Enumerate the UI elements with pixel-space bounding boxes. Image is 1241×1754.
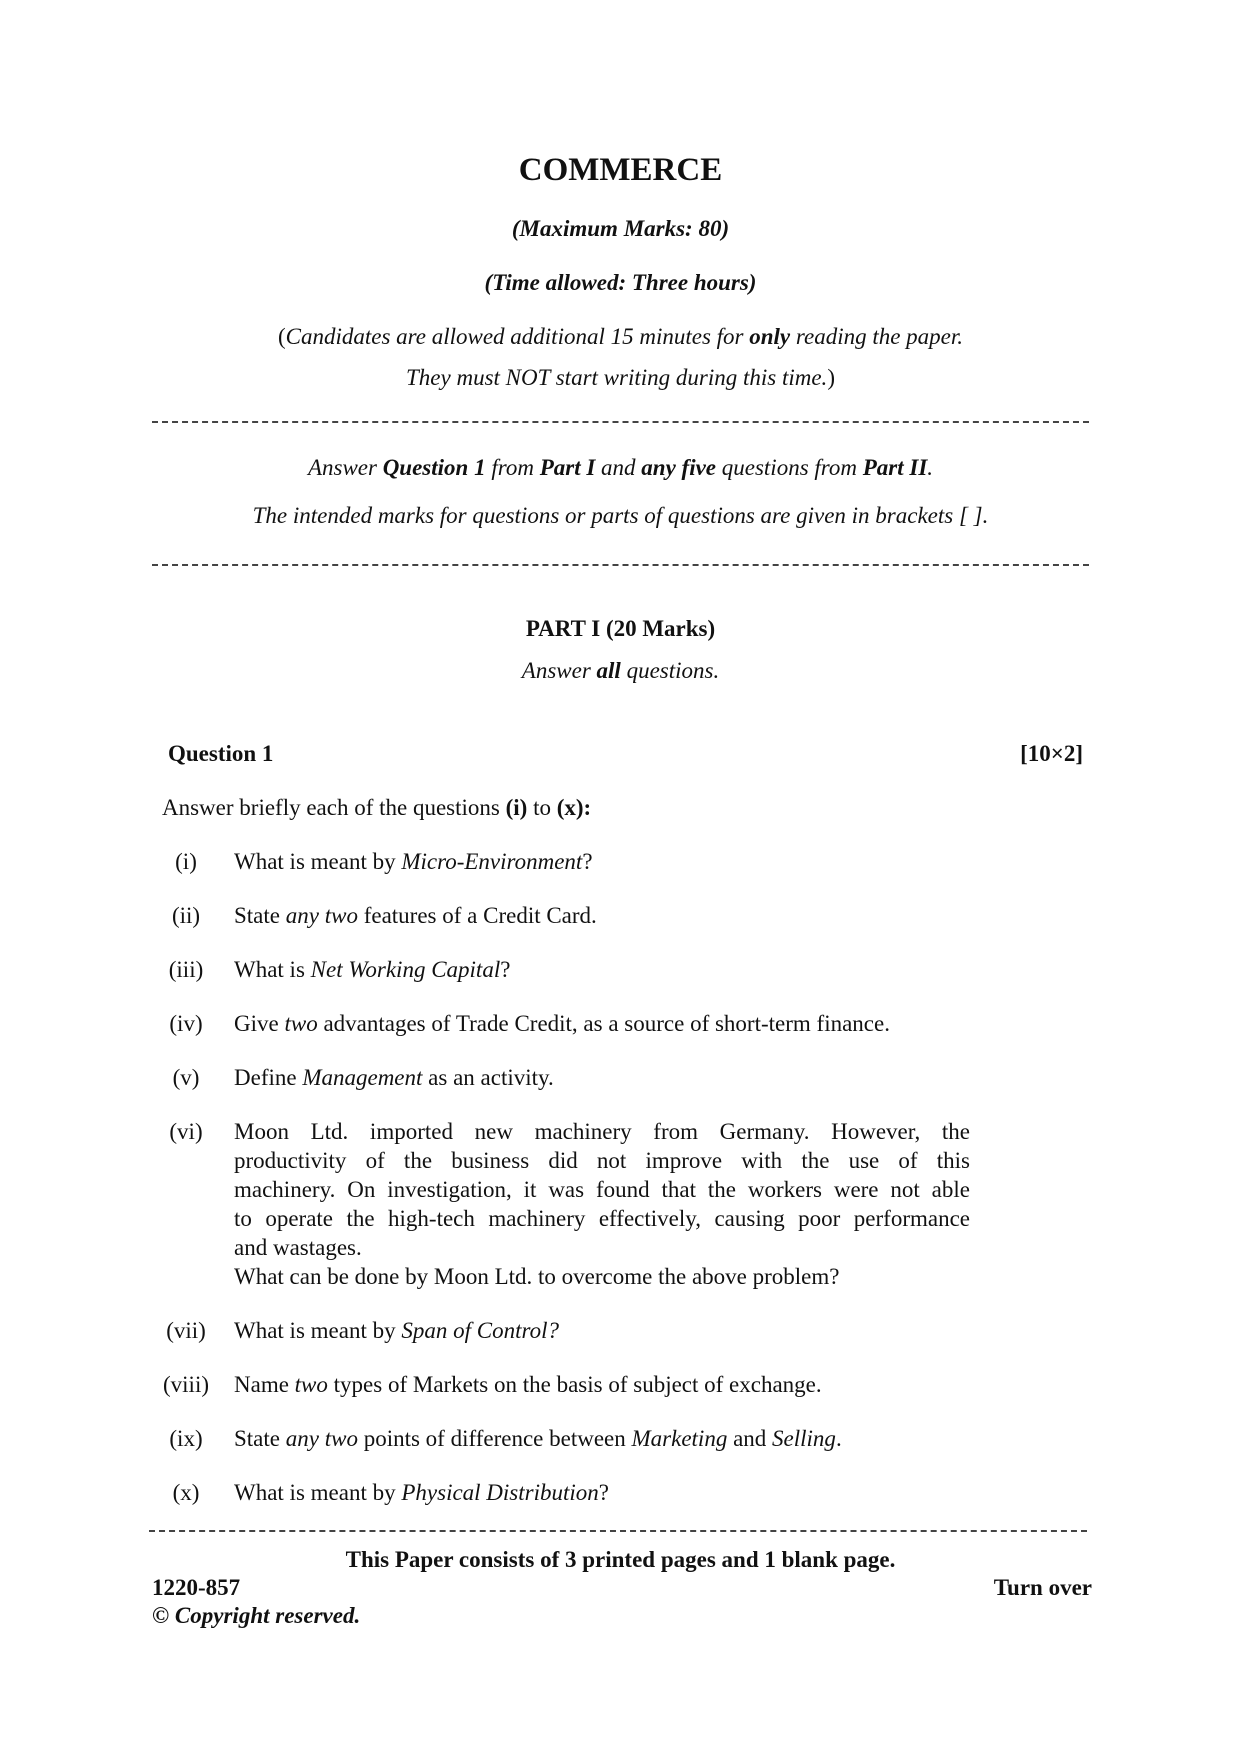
instr-text: from: [485, 455, 540, 480]
part-sub-text: Answer: [521, 658, 597, 683]
part-sub-text: questions.: [620, 658, 720, 683]
intro-text: Answer briefly each of the questions: [162, 795, 506, 820]
item-text-part: Name: [234, 1372, 295, 1397]
case-line: and wastages.: [234, 1235, 362, 1260]
item-number: (iii): [168, 957, 204, 982]
question-intro: [162, 793, 591, 823]
instr-text: Answer: [307, 455, 383, 480]
instr-text: and: [595, 455, 642, 480]
item-text-italic: Physical Distribution: [401, 1480, 599, 1505]
item-text-italic: any two: [285, 1426, 358, 1451]
item-text: [234, 1009, 970, 1038]
item-text-italic: any two: [285, 903, 358, 928]
item-text: [234, 1424, 970, 1453]
item-text-italic: Net Working Capital: [310, 957, 501, 982]
item-text-italic: Management: [302, 1065, 423, 1090]
case-question: What can be done by Moon Ltd. to overcome the above problem?: [234, 1264, 840, 1289]
open-paren: (: [277, 324, 286, 349]
item-text-italic: Marketing: [631, 1426, 728, 1451]
item-text: [234, 1478, 970, 1507]
reading-note-line2-text: They must NOT start writing during this time.: [406, 365, 828, 390]
item-text-italic: Selling: [772, 1426, 836, 1451]
case-line: machinery. On investigation, it was found that the workers were not able: [234, 1177, 970, 1202]
reading-time-note-line1: [0, 322, 1241, 352]
turn-over: Turn over: [993, 1575, 1092, 1600]
item-text-part: features of a Credit Card.: [357, 903, 597, 928]
pages-note: This Paper consists of 3 printed pages and 1 blank page.: [345, 1547, 896, 1572]
part-subtitle: [0, 656, 1241, 686]
question-marks: [10×2]: [1020, 741, 1083, 766]
item-text-italic: two: [294, 1372, 328, 1397]
time-allowed: (Time allowed: Three hours): [484, 270, 757, 295]
item-text-part: types of Markets on the basis of subject of exchange.: [327, 1372, 822, 1397]
item-number: (iv): [169, 1011, 203, 1036]
item-text: [234, 1370, 970, 1399]
item-text-italic: two: [284, 1011, 318, 1036]
item-text: [234, 901, 970, 930]
item-number: (vii): [166, 1318, 206, 1343]
item-text: [234, 847, 970, 876]
copyright-notice: © Copyright reserved.: [152, 1603, 361, 1628]
dashed-divider-middle: [152, 564, 1089, 566]
item-text-part: What is meant by: [234, 849, 402, 874]
reading-note-bold: only: [749, 324, 791, 349]
item-text-part: .: [835, 1426, 842, 1451]
instr-part1: Part I: [539, 455, 596, 480]
instruction-line1: [0, 453, 1241, 483]
question-heading: Question 1: [168, 741, 274, 766]
intro-end: (x):: [556, 795, 592, 820]
instruction-line2: The intended marks for questions or parts of questions are given in brackets [ ].: [252, 503, 989, 528]
case-line: productivity of the business did not improve with the use of this: [234, 1148, 970, 1173]
part-title: PART I (20 Marks): [525, 616, 716, 641]
item-text-part: ?: [500, 957, 511, 982]
item-text-part: State: [234, 903, 286, 928]
paper-title: COMMERCE: [518, 152, 723, 188]
item-number: (v): [172, 1065, 200, 1090]
item-text-italic: Micro-Environment: [401, 849, 583, 874]
item-text-part: ?: [598, 1480, 609, 1505]
item-text-case-study: [234, 1117, 970, 1291]
item-text-part: State: [234, 1426, 286, 1451]
instr-text: questions from: [716, 455, 863, 480]
maximum-marks: (Maximum Marks: 80): [511, 216, 730, 241]
item-text-part: advantages of Trade Credit, as a source of short-term finance.: [317, 1011, 890, 1036]
dashed-divider-top: [152, 421, 1089, 423]
item-text-part: Give: [234, 1011, 285, 1036]
item-text: [234, 955, 970, 984]
item-number: (ix): [169, 1426, 203, 1451]
item-text-italic: Span of Control?: [401, 1318, 559, 1343]
item-number: (ii): [171, 903, 201, 928]
item-text-part: and: [727, 1426, 773, 1451]
item-text-part: ?: [582, 849, 593, 874]
item-text: [234, 1316, 970, 1345]
intro-start: (i): [505, 795, 528, 820]
paper-code: 1220-857: [152, 1575, 241, 1600]
instr-text: .: [927, 455, 934, 480]
item-text-part: points of difference between: [357, 1426, 632, 1451]
item-number: (vi): [169, 1119, 203, 1144]
item-text: [234, 1063, 970, 1092]
item-number: (x): [172, 1480, 200, 1505]
reading-note-text-end: reading the paper.: [790, 324, 964, 349]
item-text-part: What is meant by: [234, 1480, 402, 1505]
item-number: (viii): [163, 1372, 209, 1397]
instr-question1: Question 1: [382, 455, 486, 480]
dashed-divider-footer: [149, 1530, 1087, 1532]
intro-text: to: [527, 795, 557, 820]
instr-any-five: any five: [641, 455, 716, 480]
close-paren: ): [827, 365, 835, 390]
item-text-part: What is: [234, 957, 311, 982]
case-line: to operate the high-tech machinery effectively, causing poor performance: [234, 1206, 970, 1231]
item-text-part: as an activity.: [422, 1065, 554, 1090]
item-number: (i): [175, 849, 197, 874]
reading-note-text: Candidates are allowed additional 15 minutes for: [285, 324, 750, 349]
instr-part2: Part II: [862, 455, 928, 480]
item-text-part: What is meant by: [234, 1318, 402, 1343]
item-text-part: Define: [234, 1065, 303, 1090]
reading-time-note-line2: [0, 363, 1241, 393]
case-line: Moon Ltd. imported new machinery from Germany. However, the: [234, 1119, 970, 1144]
part-sub-bold: all: [596, 658, 621, 683]
